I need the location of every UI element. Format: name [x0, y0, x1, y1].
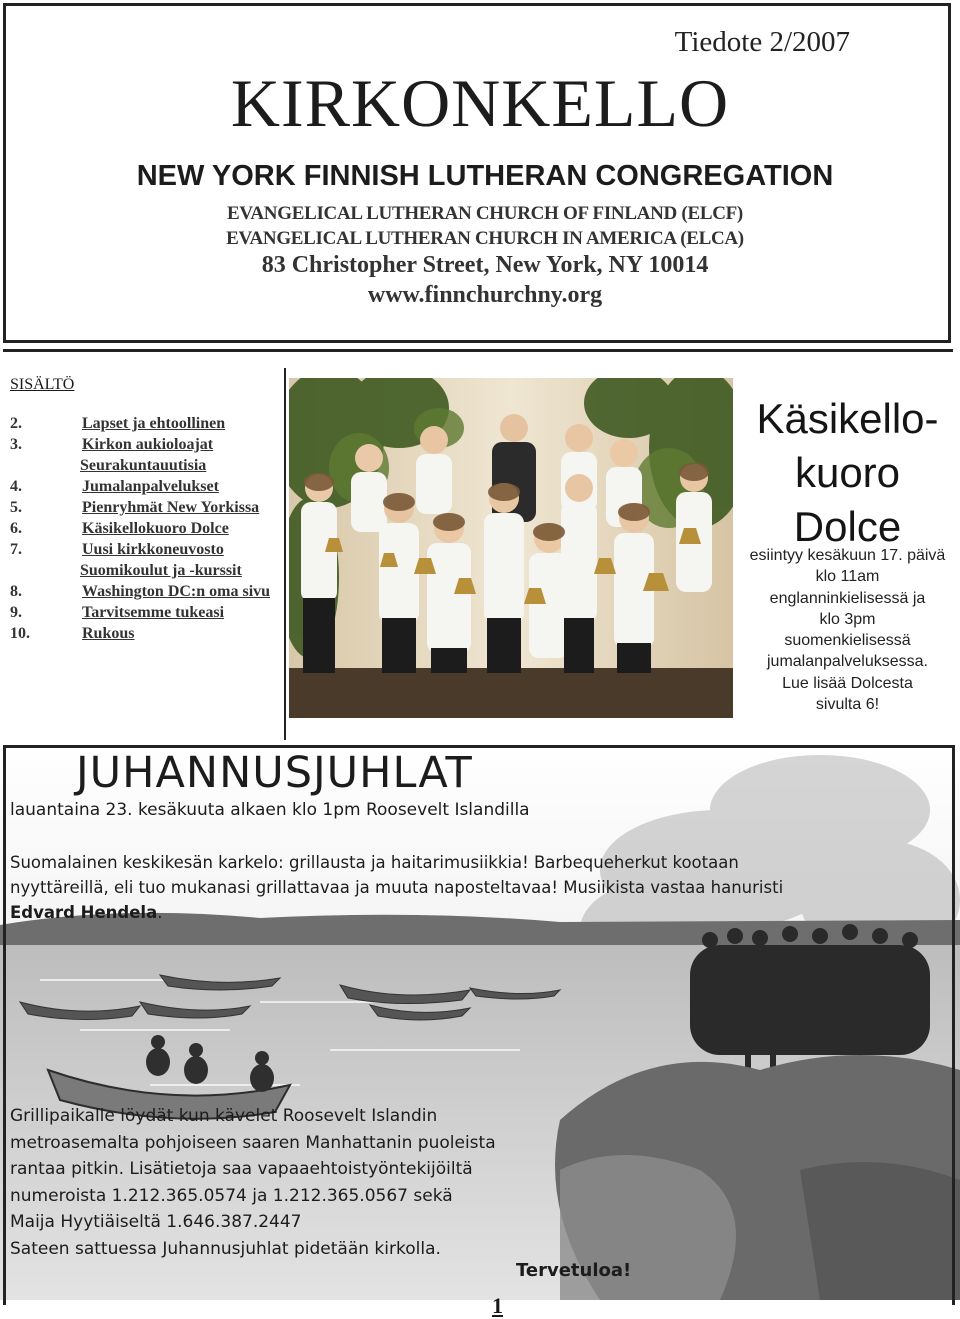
dolce-description — [735, 545, 960, 715]
directions-line: numeroista 1.212.365.0574 ja 1.212.365.0567 sekä — [10, 1185, 453, 1206]
toc-label[interactable]: Washington DC:n oma sivu — [82, 583, 271, 600]
toc-label[interactable]: Kirkon aukioloajat — [82, 436, 214, 453]
juhannus-directions — [10, 1103, 570, 1262]
toc-label[interactable]: Jumalanpalvelukset — [82, 478, 219, 495]
dolce-text-line: klo 11am — [815, 568, 880, 586]
dolce-text-line: suomenkielisessä — [784, 632, 911, 650]
dolce-text-line: esiintyy kesäkuun 17. päivä — [749, 547, 946, 564]
toc-number: 8. — [10, 583, 22, 600]
toc-item[interactable] — [10, 625, 285, 646]
toc-item[interactable] — [10, 562, 285, 583]
directions-line: rantaa pitkin. Lisätietoja saa vapaaehtoistyöntekijöiltä — [10, 1159, 473, 1179]
newsletter-title: KIRKONKELLO — [230, 65, 730, 141]
toc-label[interactable]: Tarvitsemme tukeasi — [82, 604, 225, 621]
elca-line: EVANGELICAL LUTHERAN CHURCH IN AMERICA (ELCA) — [226, 228, 744, 249]
toc-item[interactable] — [10, 478, 285, 499]
toc-item[interactable] — [10, 499, 285, 520]
elcf-line: EVANGELICAL LUTHERAN CHURCH OF FINLAND (ELCF) — [227, 203, 743, 224]
toc-number: 3. — [10, 436, 22, 453]
address-line: 83 Christopher Street, New York, NY 10014 — [261, 252, 709, 278]
toc-number: 5. — [10, 499, 22, 516]
toc-item[interactable] — [10, 415, 285, 436]
toc-item[interactable] — [10, 436, 285, 457]
handbell-choir-photo — [289, 378, 733, 718]
toc-item[interactable] — [10, 604, 285, 625]
directions-line: Grillipaikalle löydät kun kävelet Roosevelt Islandin — [10, 1106, 438, 1126]
toc-item[interactable] — [10, 583, 285, 604]
toc-label[interactable]: Suomikoulut ja -kurssit — [80, 562, 242, 579]
toc-label[interactable]: Uusi kirkkoneuvosto — [82, 541, 224, 558]
directions-line: Maija Hyytiäiseltä 1.646.387.2447 — [10, 1212, 302, 1232]
toc-label[interactable]: Seurakuntauutisia — [80, 457, 207, 474]
dolce-text-line: Lue lisää Dolcesta — [782, 674, 913, 692]
dolce-title — [735, 392, 960, 554]
issue-label: Tiedote 2/2007 — [674, 26, 850, 58]
toc-number: 4. — [10, 478, 22, 495]
juhannus-description — [10, 850, 910, 925]
page-number: 1 — [492, 1293, 503, 1318]
toc-label[interactable]: Käsikellokuoro Dolce — [82, 520, 229, 537]
juhannus-when: lauantaina 23. kesäkuuta alkaen klo 1pm Roosevelt Islandilla — [10, 800, 530, 820]
juhannus-title: JUHANNUSJUHLAT — [76, 748, 473, 798]
dolce-text-line: sivulta 6! — [815, 696, 880, 714]
dolce-title-line: Käsikello- — [756, 395, 939, 442]
dolce-text-line: jumalanpalveluksessa. — [767, 653, 928, 671]
juhannus-desc-line — [10, 900, 910, 925]
welcome-text: Tervetuloa! — [516, 1260, 632, 1281]
dolce-text-line: englanninkielisessä ja — [769, 589, 926, 607]
toc-number: 2. — [10, 415, 22, 432]
contents-divider — [284, 368, 286, 748]
juhannus-desc-line: Suomalainen keskikesän karkelo: grillausta ja haitarimusiikkia! Barbequeherkut kootaan — [10, 853, 739, 872]
musician-name: Edvard Hendela — [10, 903, 158, 922]
website-link[interactable]: www.finnchurchny.org — [367, 282, 603, 308]
congregation-name: NEW YORK FINNISH LUTHERAN CONGREGATION — [136, 160, 834, 192]
contents-list — [10, 415, 285, 646]
desc-period: . — [157, 903, 163, 922]
directions-line: Sateen sattuessa Juhannusjuhlat pidetään kirkolla. — [10, 1238, 441, 1259]
toc-label[interactable]: Rukous — [82, 625, 135, 642]
toc-label[interactable]: Lapset ja ehtoollinen — [82, 415, 226, 432]
juhannus-desc-line: nyyttäreillä, eli tuo mukanasi grillattavaa ja muuta naposteltavaa! Musiikista vastaa hanuristi — [10, 878, 784, 897]
toc-item[interactable] — [10, 541, 285, 562]
directions-line: metroasemalta pohjoiseen saaren Manhattanin puoleista — [10, 1132, 496, 1153]
toc-number: 9. — [10, 604, 22, 621]
masthead-rule — [3, 349, 953, 352]
toc-number: 10. — [10, 625, 30, 642]
dolce-title-line: Dolce — [793, 503, 902, 550]
toc-number: 7. — [10, 541, 22, 558]
dolce-text-line: klo 3pm — [819, 610, 876, 628]
contents-heading: SISÄLTÖ — [10, 376, 75, 393]
dolce-title-line: kuoro — [794, 449, 901, 496]
toc-item[interactable] — [10, 520, 285, 541]
toc-label[interactable]: Pienryhmät New Yorkissa — [82, 499, 260, 516]
toc-number: 6. — [10, 520, 22, 537]
toc-item[interactable] — [10, 457, 285, 478]
